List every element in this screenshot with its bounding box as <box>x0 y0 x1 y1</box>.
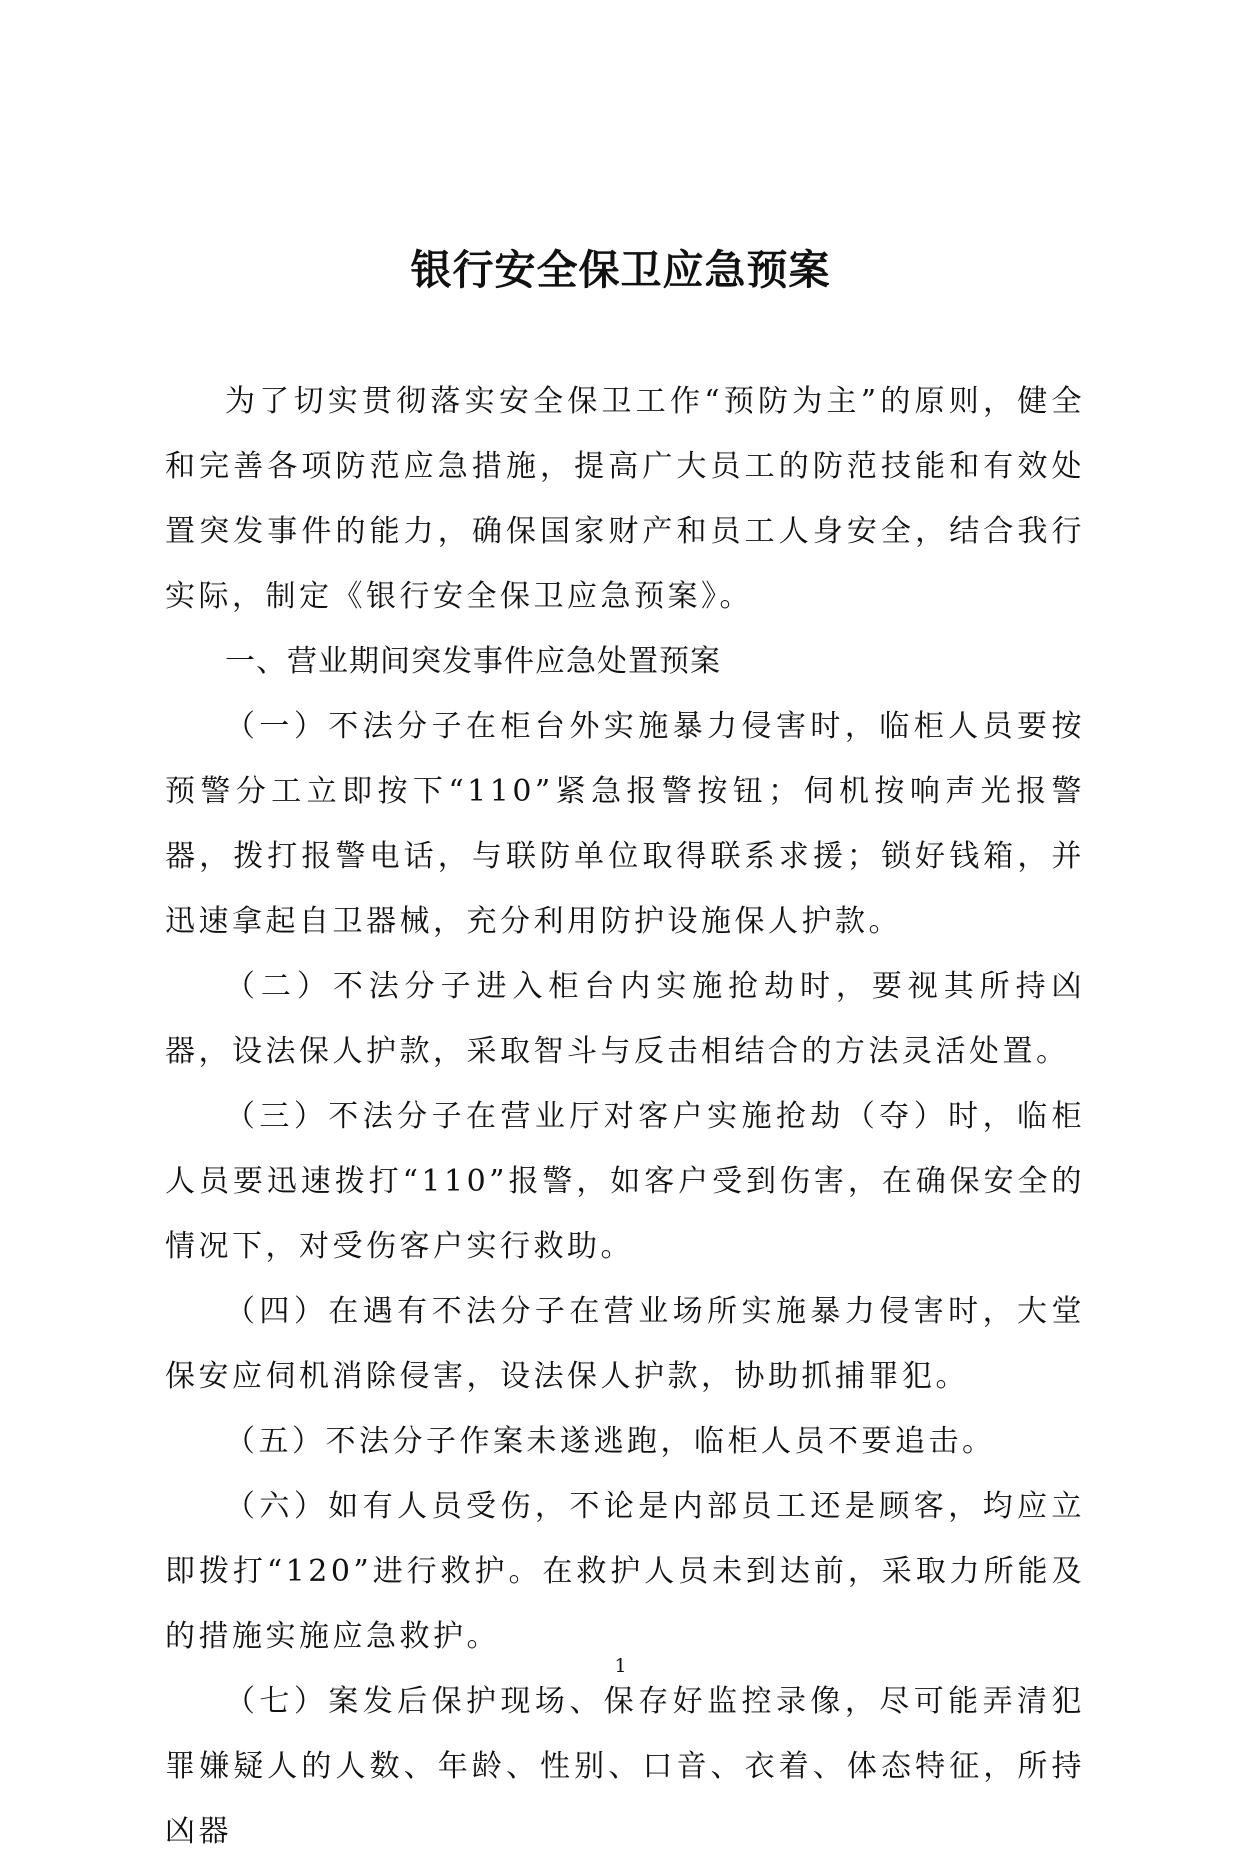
clause-5-paragraph: （五）不法分子作案未遂逃跑，临柜人员不要追击。 <box>225 1424 996 1459</box>
intro-paragraph: 为了切实贯彻落实安全保卫工作“预防为主”的原则，健全和完善各项防范应急措施，提高广大员工的防范技能和有效处置突发事件的能力，确保国家财产和员工人身安全，结合我行实际，制定《银行安全保卫应急预案》。 <box>165 384 1085 614</box>
clause-2-paragraph: （二）不法分子进入柜台内实施抢劫时，要视其所持凶器，设法保人护款，采取智斗与反击相结合的方法灵活处置。 <box>165 969 1085 1069</box>
clause-7-paragraph: （七）案发后保护现场、保存好监控录像，尽可能弄清犯罪嫌疑人的人数、年龄、性别、口音、衣着、体态特征，所持凶器 <box>165 1684 1085 1849</box>
document-title: 银行安全保卫应急预案 <box>410 246 831 294</box>
page-number: 1 <box>614 1655 627 1677</box>
section-heading: 一、营业期间突发事件应急处置预案 <box>225 644 721 679</box>
clause-3-paragraph: （三）不法分子在营业厅对客户实施抢劫（夺）时，临柜人员要迅速拨打“110”报警，如客户受到伤害，在确保安全的情况下，对受伤客户实行救助。 <box>165 1099 1085 1264</box>
clause-1-paragraph: （一）不法分子在柜台外实施暴力侵害时，临柜人员要按预警分工立即按下“110”紧急报警按钮；伺机按响声光报警器，拨打报警电话，与联防单位取得联系求援；锁好钱箱，并迅速拿起自卫器械，充分利用防护设施保人护款。 <box>165 709 1085 939</box>
document-body <box>165 369 1085 1864</box>
clause-6-paragraph: （六）如有人员受伤，不论是内部员工还是顾客，均应立即拨打“120”进行救护。在救护人员未到达前，采取力所能及的措施实施应急救护。 <box>165 1489 1085 1654</box>
clause-4-paragraph: （四）在遇有不法分子在营业场所实施暴力侵害时，大堂保安应伺机消除侵害，设法保人护款，协助抓捕罪犯。 <box>165 1294 1085 1394</box>
